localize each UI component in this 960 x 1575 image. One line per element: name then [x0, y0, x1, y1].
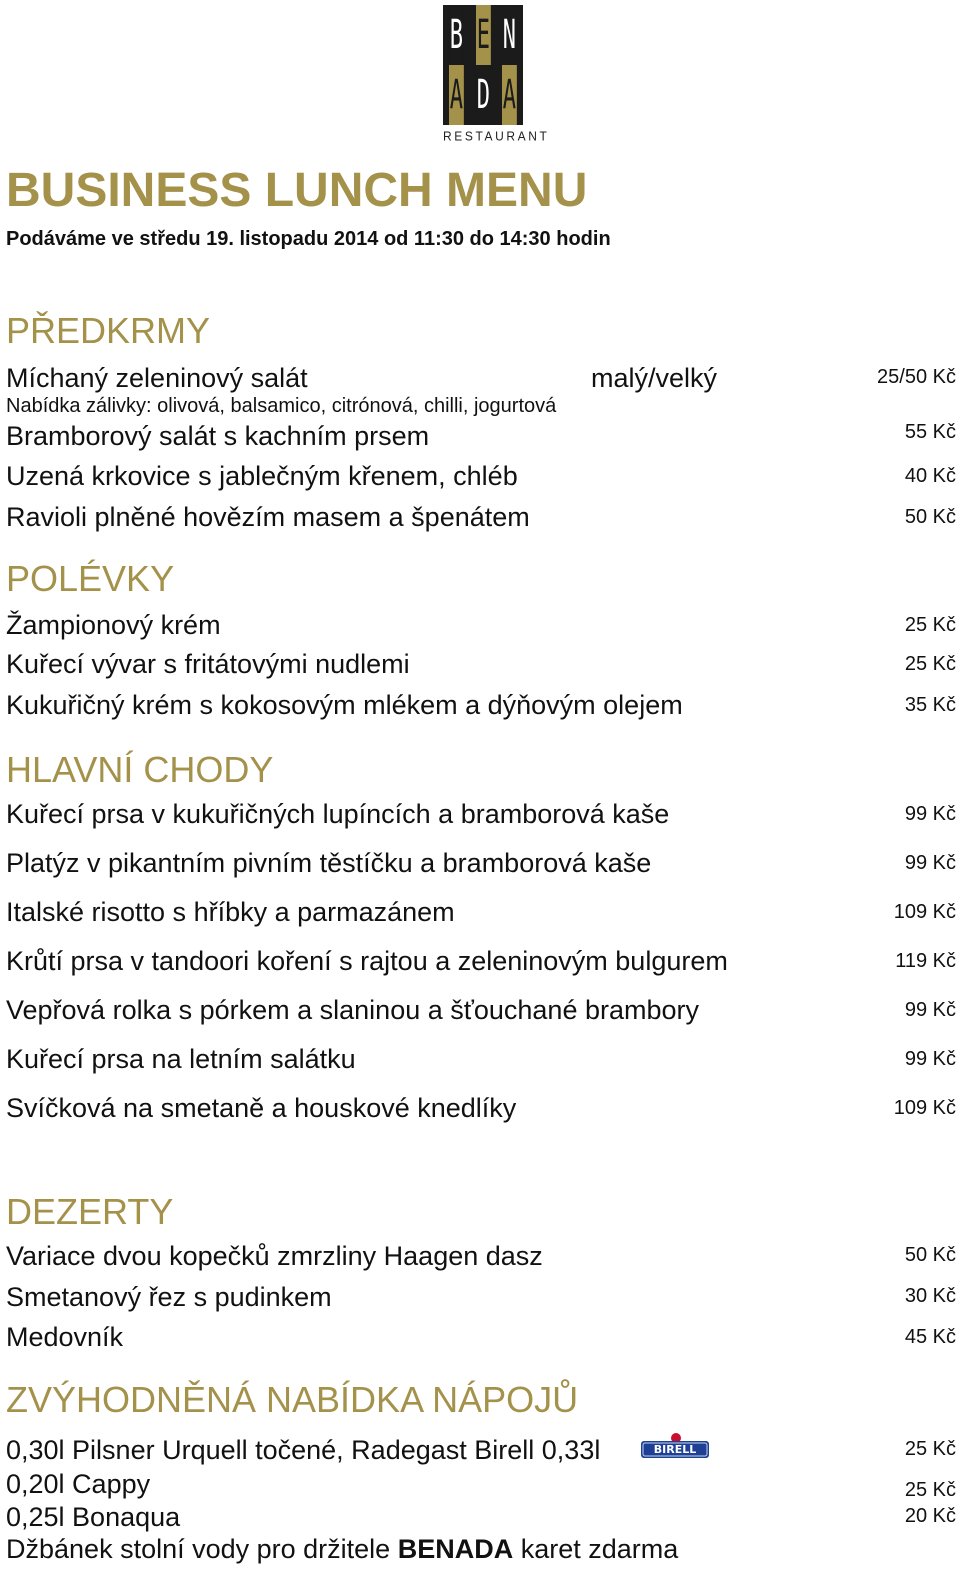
logo-letter: B	[449, 5, 464, 65]
menu-item-name: Bramborový salát s kachním prsem	[6, 421, 430, 451]
menu-item-price: 99 Kč	[904, 852, 956, 874]
logo-letter: D	[476, 65, 491, 125]
menu-item-name: 0,25l Bonaqua	[6, 1502, 181, 1532]
menu-item-name: Ravioli plněné hovězím masem a špenátem	[6, 502, 530, 532]
menu-item-name: Smetanový řez s pudinkem	[6, 1282, 332, 1312]
menu-item-name: Uzená krkovice s jablečným křenem, chléb	[6, 461, 518, 491]
menu-item-name: Medovník	[6, 1322, 124, 1352]
menu-item-size: malý/velký	[591, 363, 718, 393]
menu-item-price: 35 Kč	[904, 694, 956, 716]
restaurant-logo	[443, 5, 550, 147]
menu-item-price: 99 Kč	[904, 999, 956, 1021]
section-heading-desserts: DEZERTY	[6, 1191, 174, 1232]
menu-item-name: Kuřecí prsa na letním salátku	[6, 1044, 356, 1074]
logo-mark	[443, 5, 523, 125]
menu-item-price: 45 Kč	[904, 1326, 956, 1348]
menu-item-name: Variace dvou kopečků zmrzliny Haagen dasz	[6, 1241, 543, 1271]
menu-item-name: Žampionový krém	[6, 610, 221, 640]
page-subtitle: Podáváme ve středu 19. listopadu 2014 od 11:30 do 14:30 hodin	[6, 228, 611, 250]
menu-item-price: 25 Kč	[904, 653, 956, 675]
menu-item-price: 40 Kč	[904, 465, 956, 487]
logo-letter: A	[449, 65, 464, 125]
footer-text-after: karet zdarma	[513, 1534, 679, 1564]
menu-item-name: 0,30l Pilsner Urquell točené, Radegast Birell 0,33l	[6, 1435, 601, 1465]
menu-item-name: Kuřecí prsa v kukuřičných lupíncích a bramborová kaše	[6, 799, 670, 829]
birell-logo-text: BIRELL	[653, 1443, 697, 1456]
menu-item-price: 20 Kč	[904, 1505, 956, 1527]
section-heading-starters: PŘEDKRMY	[6, 310, 211, 351]
drinks-footer-note	[6, 1533, 678, 1565]
logo-letter: E	[476, 5, 491, 65]
menu-item-price: 30 Kč	[904, 1285, 956, 1307]
page-title: BUSINESS LUNCH MENU	[6, 164, 588, 217]
menu-item-price: 25 Kč	[904, 614, 956, 636]
logo-letter: A	[502, 65, 517, 125]
section-heading-soups: POLÉVKY	[6, 558, 175, 599]
menu-item-price: 109 Kč	[893, 1097, 956, 1119]
menu-item-price: 99 Kč	[904, 803, 956, 825]
menu-item-name: 0,20l Cappy	[6, 1469, 151, 1499]
menu-item-note: Nabídka zálivky: olivová, balsamico, citrónová, chilli, jogurtová	[6, 395, 557, 417]
menu-item-price: 25/50 Kč	[877, 366, 956, 388]
logo-letter: N	[502, 5, 517, 65]
logo-caption: RESTAURANT	[443, 128, 550, 144]
menu-item-name: Kuřecí vývar s fritátovými nudlemi	[6, 649, 410, 679]
menu-item-name: Kukuřičný krém s kokosovým mlékem a dýňovým olejem	[6, 690, 683, 720]
menu-item-price: 99 Kč	[904, 1048, 956, 1070]
section-heading-mains: HLAVNÍ CHODY	[6, 749, 274, 790]
menu-item-name: Italské risotto s hříbky a parmazánem	[6, 897, 455, 927]
menu-item-name: Krůtí prsa v tandoori koření s rajtou a zeleninovým bulgurem	[6, 946, 728, 976]
menu-item-price: 109 Kč	[893, 901, 956, 923]
menu-item-price: 25 Kč	[904, 1479, 956, 1501]
menu-item-name: Platýz v pikantním pivním těstíčku a bramborová kaše	[6, 848, 652, 878]
section-heading-drinks: ZVÝHODNĚNÁ NABÍDKA NÁPOJŮ	[6, 1379, 579, 1420]
footer-brand: BENADA	[397, 1534, 514, 1564]
menu-item-price: 50 Kč	[904, 506, 956, 528]
footer-text-before: Džbánek stolní vody pro držitele	[6, 1534, 398, 1564]
menu-item-name: Vepřová rolka s pórkem a slaninou a šťouchané brambory	[6, 995, 700, 1025]
menu-item-price: 50 Kč	[904, 1244, 956, 1266]
menu-item-name: Svíčková na smetaně a houskové knedlíky	[6, 1093, 517, 1123]
menu-item-price: 119 Kč	[895, 950, 956, 972]
birell-logo-icon	[640, 1432, 710, 1460]
menu-item-name: Míchaný zeleninový salát	[6, 363, 308, 393]
menu-item-price: 25 Kč	[904, 1438, 956, 1460]
menu-item-price: 55 Kč	[904, 421, 956, 443]
